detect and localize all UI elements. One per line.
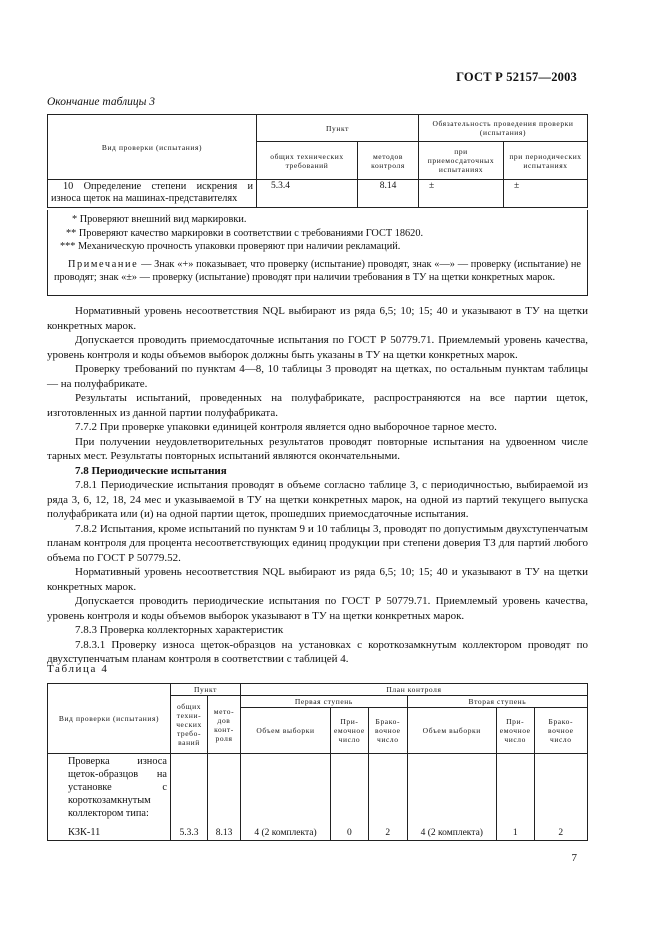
para-7-8-3-1: 7.8.3.1 Проверку износа щеток-образцов на установках с короткозамкнутым коллектором проводят по двухступенчатым планам контроля в соответствии с таблицей 4. xyxy=(47,638,588,665)
t4-stage1: Первая ступень xyxy=(241,696,408,708)
t4-row-accept1: 0 xyxy=(331,754,369,841)
note-remark xyxy=(54,258,581,285)
t4-sub-methods: мето-дов конт-роля xyxy=(208,696,241,754)
para-7-7-2: 7.7.2 При проверке упаковки единицей контроля является одно выборочное тарное место. xyxy=(75,421,497,433)
t3-col-obligation: Обязательность проведения проверки (испытания) xyxy=(419,115,588,142)
t4-stage2: Вторая ступень xyxy=(407,696,587,708)
t3-sub-methods: методов контроля xyxy=(358,142,419,180)
t4-s2-sample: Объем выборки xyxy=(407,708,496,754)
t3-col-check: Вид проверки (испытания) xyxy=(48,115,257,180)
t4-row-general: 5.3.3 xyxy=(171,754,208,841)
table3 xyxy=(47,114,588,208)
t4-s1-accept: При-емочное число xyxy=(331,708,369,754)
table4-caption: Таблица 4 xyxy=(47,663,109,675)
note-1: * Проверяют внешний вид маркировки. xyxy=(72,214,247,225)
t4-s2-accept: При-емочное число xyxy=(496,708,534,754)
para-acceptance-tests: Допускается проводить приемосдаточные испытания по ГОСТ Р 50779.71. Приемлемый уровень качества, уровень контроля и коды объемов выборок должны быть указаны в ТУ на щетки конкретных марок. xyxy=(47,334,588,361)
t3-row-acceptance: ± xyxy=(419,180,504,208)
para-7-8-2: 7.8.2 Испытания, кроме испытаний по пунктам 9 и 10 таблицы 3, проводят по допустимым двухступенчатым планам контроля для процента несоответствующих единиц продукции при степени доверия ТЗ для партий любого объема по ГОСТ Р 50779.52. xyxy=(47,522,588,564)
t3-row-general: 5.3.4 xyxy=(257,180,358,208)
para-periodic-71: Допускается проводить периодические испытания по ГОСТ Р 50779.71. Приемлемый уровень качества, уровень контроля и коды объемов выборок указывают в ТУ на щетки конкретных марок. xyxy=(47,595,588,622)
para-check-points: Проверку требований по пунктам 4—8, 10 таблицы 3 проводят на щетках, по остальным пунктам таблицы — на полуфабрикате. xyxy=(47,363,588,390)
para-repeat-tests: При получении неудовлетворительных результатов проводят повторные испытания на удвоенном числе тарных мест. Результаты повторных испытаний являются окончательными. xyxy=(47,435,588,462)
t4-row-accept2: 1 xyxy=(496,754,534,841)
t3-sub-general: общих технических требований xyxy=(257,142,358,180)
t3-sub-acceptance: при приемосдаточных испытаниях xyxy=(419,142,504,180)
note-remark-text: — Знак «+» показывает, что проверку (испытание) проводят, знак «—» — проверку (испытание) не проводят; знак «±» — проверку (испытание) проводят при наличии требования в ТУ на щетки конкретных марок. xyxy=(54,258,581,283)
para-results: Результаты испытаний, проведенных на полуфабрикате, распространяются на все партии щеток, изготовленных из данной партии полуфабриката. xyxy=(47,392,588,419)
note-2: ** Проверяют качество маркировки в соответствии с требованиями ГОСТ 18620. xyxy=(66,227,424,239)
t3-row-periodic: ± xyxy=(504,180,588,208)
t4-row-sample1: 4 (2 комплекта) xyxy=(241,754,331,841)
t4-row-name: КЗК-11 xyxy=(68,827,101,838)
t3-col-point: Пункт xyxy=(257,115,419,142)
t4-s2-reject: Брако-вочное число xyxy=(534,708,587,754)
standard-header: ГОСТ Р 52157—2003 xyxy=(456,70,577,84)
para-nql-2: Нормативный уровень несоответствия NQL выбирают из ряда 6,5; 10; 15; 40 и указывают в ТУ на щетки конкретных марок. xyxy=(47,566,588,593)
t3-row-methods: 8.14 xyxy=(358,180,419,208)
heading-7-8: 7.8 Периодические испытания xyxy=(75,464,227,477)
body-text xyxy=(47,304,588,667)
page-number: 7 xyxy=(571,852,577,864)
t3-row-check: 10 Определение степени искрения и износа щеток на машинах-представителях xyxy=(48,180,257,208)
t4-row-desc: Проверка износа щеток-образцов на установке с короткозамкнутым коллектором типа: xyxy=(68,756,167,819)
t4-row-reject2: 2 xyxy=(534,754,587,841)
t3-sub-periodic: при периодических испытаниях xyxy=(504,142,588,180)
t4-s1-sample: Объем выборки xyxy=(241,708,331,754)
para-7-8-3: 7.8.3 Проверка коллекторных характеристик xyxy=(75,624,284,636)
t4-col-point: Пункт xyxy=(171,684,241,696)
table4 xyxy=(47,683,588,841)
para-nql: Нормативный уровень несоответствия NQL выбирают из ряда 6,5; 10; 15; 40 и указывают в ТУ на щетки конкретных марок. xyxy=(47,305,588,332)
t4-row-reject1: 2 xyxy=(368,754,407,841)
t4-col-check: Вид проверки (испытания) xyxy=(48,684,171,754)
t4-s1-reject: Брако-вочное число xyxy=(368,708,407,754)
para-7-8-1: 7.8.1 Периодические испытания проводят в объеме согласно таблице 3, с периодичностью, выбираемой из ряда 3, 6, 12, 18, 24 мес и указываемой в ТУ на щетки конкретных марок, на одной из партий текущего выпуска полуфабриката или (и) на одной партии щеток, прошедших приемосдаточные испытания. xyxy=(47,479,588,520)
t4-row-sample2: 4 (2 комплекта) xyxy=(407,754,496,841)
t4-col-plan: План контроля xyxy=(241,684,588,696)
t4-row-methods: 8.13 xyxy=(208,754,241,841)
t4-sub-general: общих техни-ческих требо-ваний xyxy=(171,696,208,754)
table3-notes xyxy=(47,210,588,296)
note-remark-label: Примечание xyxy=(68,258,139,270)
note-3: *** Механическую прочность упаковки проверяют при наличии рекламаций. xyxy=(60,241,401,252)
table3-caption: Окончание таблицы 3 xyxy=(47,96,155,108)
t4-row-cell xyxy=(48,754,171,841)
